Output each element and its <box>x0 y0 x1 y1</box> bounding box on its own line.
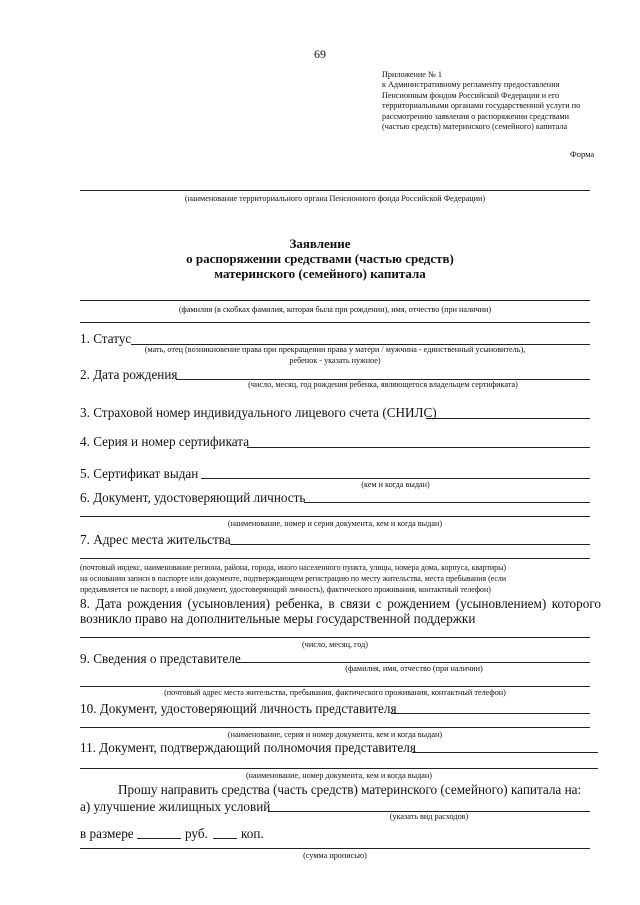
kopecks-label: коп. <box>241 826 264 841</box>
representative-address-caption: (почтовый адрес места жительства, пребывания, фактического проживания, контактный телефон) <box>164 688 506 697</box>
representative-document-line[interactable] <box>391 713 590 714</box>
certificate-number-line[interactable] <box>247 447 590 448</box>
child-birth-line[interactable] <box>80 637 590 638</box>
document-title: Заявление <box>289 236 351 251</box>
fio-caption: (фамилия (в скобках фамилия, которая была при рождении), имя, отчество (при наличии) <box>178 305 492 314</box>
authority-document-line[interactable] <box>412 752 598 753</box>
form-label: Форма <box>570 149 595 159</box>
snils-label: 3. Страховой номер индивидуального лицевого счета (СНИЛС) <box>80 405 437 420</box>
representative-line[interactable] <box>238 662 590 663</box>
identity-document-caption: (наименование, номер и серия документа, кем и когда выдан) <box>227 519 443 528</box>
child-birth-caption: (число, месяц, год) <box>302 640 368 649</box>
representative-address-line[interactable] <box>80 686 590 687</box>
representative-label: 9. Сведения о представителе <box>80 651 241 666</box>
appendix-line: Приложение № 1 <box>382 70 442 79</box>
child-birth-label-2: возникло право на дополнительные меры государственной поддержки <box>80 611 476 626</box>
child-birth-label: 8. Дата рождения (усыновления) ребенка, в связи с рождением (усыновлением) которого <box>80 596 601 611</box>
status-label: 1. Статус <box>80 331 132 346</box>
address-label: 7. Адрес места жительства <box>80 532 231 547</box>
org-caption: (наименование территориального органа Пенсионного фонда Российской Федерации) <box>184 194 486 203</box>
certificate-issued-label: 5. Сертификат выдан <box>80 466 199 481</box>
address-caption-2: на основании записи в паспорте или документе, подтверждающем регистрацию по месту жительства, места пребывания (если <box>80 574 507 583</box>
fio-line[interactable] <box>80 300 590 301</box>
rubles-label: руб. <box>185 826 208 841</box>
appendix-line: рассмотрению заявления о распоряжении средствами <box>382 111 569 121</box>
certificate-issued-caption: (кем и когда выдан) <box>361 480 430 489</box>
representative-document-label: 10. Документ, удостоверяющий личность представителя <box>80 701 397 716</box>
representative-caption: (фамилия, имя, отчество (при наличии) <box>345 664 483 673</box>
document-subtitle-2: материнского (семейного) капитала <box>214 266 426 281</box>
authority-document-line-2[interactable] <box>80 768 598 769</box>
expense-type-caption: (указать вид расходов) <box>389 812 469 821</box>
page-number: 69 <box>314 47 326 61</box>
status-caption-2: ребенок - указать нужное) <box>289 356 381 365</box>
sum-in-words-caption: (сумма прописью) <box>303 851 367 860</box>
housing-option-label: а) улучшение жилищных условий <box>80 799 271 814</box>
appendix-line: Пенсионным фондом Российской Федерации и его <box>382 90 560 100</box>
amount-label: в размере <box>80 826 134 841</box>
authority-document-label: 11. Документ, подтверждающий полномочия представителя <box>80 740 416 755</box>
authority-document-caption: (наименование, номер документа, кем и когда выдан) <box>245 771 433 780</box>
address-caption: (почтовый индекс, наименование региона, района, города, иного населенного пункта, улицы, номера дома, корпуса, квартиры) <box>80 563 507 572</box>
status-caption: (мать, отец (возникновение права при прекращении права у матери / мужчина - единственный усыновитель), <box>144 345 526 354</box>
sum-in-words-line[interactable] <box>80 848 590 849</box>
address-caption-3: предъявляется не паспорт, а иной документ, удостоверяющий личность), фактического проживания, контактный телефон) <box>80 585 491 594</box>
birth-date-caption: (число, месяц, год рождения ребенка, являющегося владельцем сертификата) <box>248 380 518 389</box>
identity-document-label: 6. Документ, удостоверяющий личность <box>80 490 306 505</box>
kopecks-input-line[interactable] <box>213 838 237 839</box>
appendix-line: (частью средств) материнского (семейного) капитала <box>382 122 568 132</box>
certificate-issued-line[interactable] <box>201 478 590 479</box>
org-line[interactable] <box>80 190 590 191</box>
identity-document-line[interactable] <box>304 502 590 503</box>
appendix-note <box>382 70 600 132</box>
appendix-line: к Административному регламенту предоставления <box>382 80 560 90</box>
snils-line[interactable] <box>426 418 590 419</box>
birth-date-label: 2. Дата рождения <box>80 367 178 382</box>
document-subtitle: о распоряжении средствами (частью средств) <box>186 251 454 266</box>
address-line[interactable] <box>230 544 590 545</box>
representative-document-caption: (наименование, серия и номер документа, кем и когда выдан) <box>227 730 443 739</box>
certificate-number-label: 4. Серия и номер сертификата <box>80 434 250 449</box>
appendix-line: территориальными органами государственной услуги по <box>382 101 581 111</box>
request-text: Прошу направить средства (часть средств) материнского (семейного) капитала на: <box>118 782 582 797</box>
fio-line-2[interactable] <box>80 322 590 323</box>
identity-document-line-2[interactable] <box>80 516 590 517</box>
address-line-2[interactable] <box>80 558 590 559</box>
representative-document-line-2[interactable] <box>80 727 590 728</box>
rubles-input-line[interactable] <box>137 838 181 839</box>
